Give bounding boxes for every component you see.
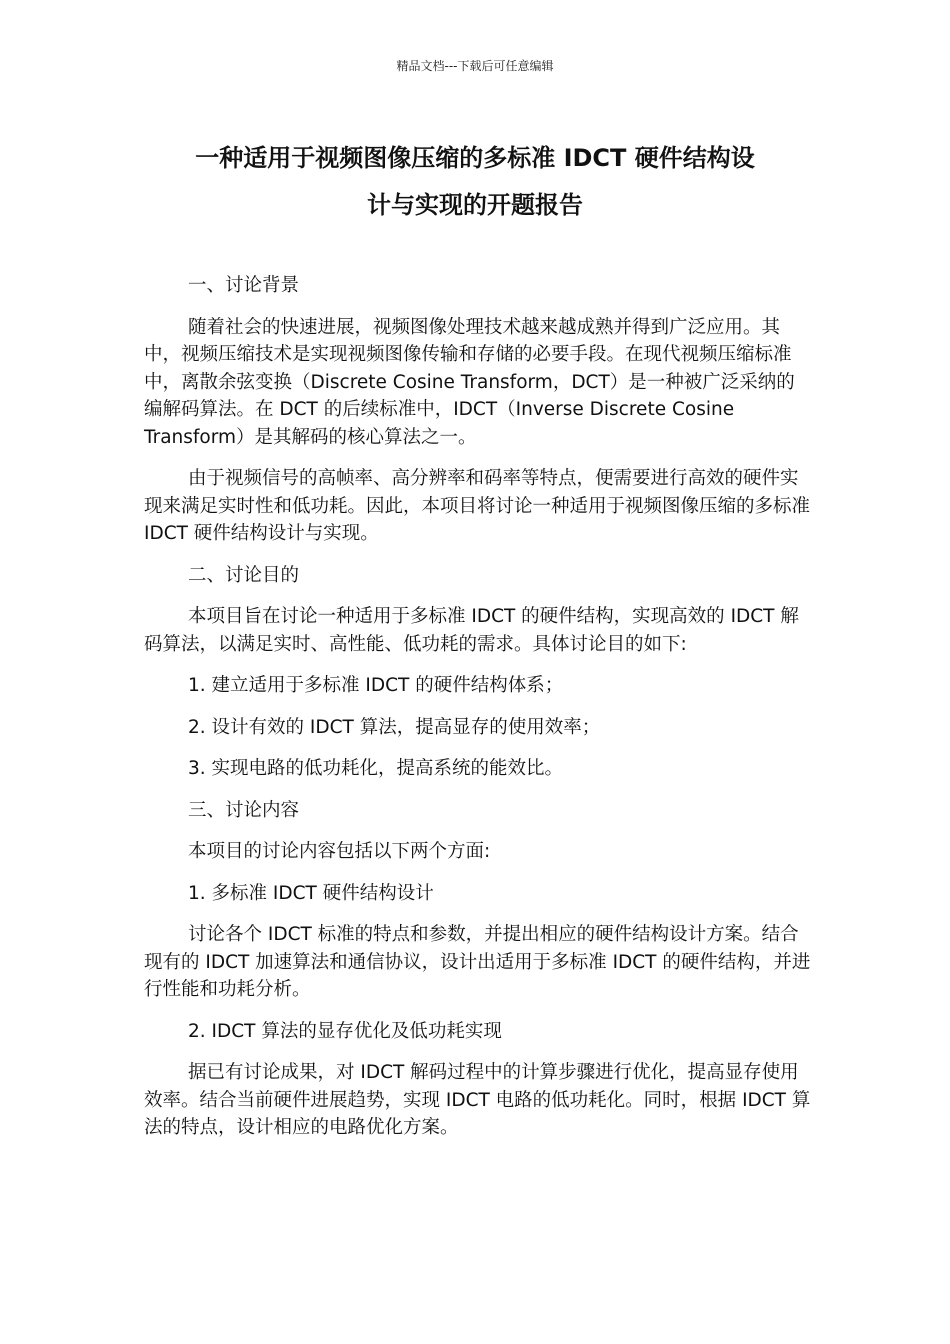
document-body <box>144 272 812 1156</box>
header-note: 精品文档---下载后可任意编辑 <box>396 59 554 73</box>
subheading: 1. 多标准 IDCT 硬件结构设计 <box>188 882 434 904</box>
paragraph: 讨论各个 IDCT 标准的特点和参数，并提出相应的硬件结构设计方案。结合现有的 IDCT 加速算法和通信协议，设计出适用于多标准 IDCT 的硬件结构，并进行性能和功耗分析。 <box>144 924 811 1000</box>
section-heading-background: 一、讨论背景 <box>188 275 300 296</box>
list-item: 2. 设计有效的 IDCT 算法，提高显存的使用效率； <box>188 716 601 738</box>
section-heading-purpose: 二、讨论目的 <box>188 564 300 586</box>
paragraph: 据已有讨论成果，对 IDCT 解码过程中的计算步骤进行优化，提高显存使用效率。结合当前硬件进展趋势，实现 IDCT 电路的低功耗化。同时，根据 IDCT 算法的特点，设计相应的电路优化方案。 <box>144 1062 811 1138</box>
list-item: 3. 实现电路的低功耗化，提高系统的能效比。 <box>188 758 564 779</box>
paragraph: 本项目的讨论内容包括以下两个方面: <box>188 841 491 862</box>
paragraph: 由于视频信号的高帧率、高分辨率和码率等特点，便需要进行高效的硬件实现来满足实时性和低功耗。因此，本项目将讨论一种适用于视频图像压缩的多标准 IDCT 硬件结构设计与实现。 <box>144 468 811 544</box>
list-item: 1. 建立适用于多标准 IDCT 的硬件结构体系； <box>188 675 564 696</box>
title-line-2: 计与实现的开题报告 <box>367 191 583 219</box>
document-title <box>120 135 830 229</box>
subheading: 2. IDCT 算法的显存优化及低功耗实现 <box>188 1020 502 1042</box>
title-line-1: 一种适用于视频图像压缩的多标准 IDCT 硬件结构设 <box>195 144 755 172</box>
paragraph: 本项目旨在讨论一种适用于多标准 IDCT 的硬件结构，实现高效的 IDCT 解码算法，以满足实时、高性能、低功耗的需求。具体讨论目的如下: <box>144 606 799 655</box>
section-heading-content: 三、讨论内容 <box>188 799 300 821</box>
paragraph: 随着社会的快速进展，视频图像处理技术越来越成熟并得到广泛应用。其中，视频压缩技术是实现视频图像传输和存储的必要手段。在现代视频压缩标准中，离散余弦变换（Discrete Cosine Transform，DCT）是一种被广泛采纳的编解码算法。在 DCT 的后续标准中，IDCT（Inverse Discrete Cosine Transform）是其解码的核心算法之一。 <box>144 316 795 448</box>
